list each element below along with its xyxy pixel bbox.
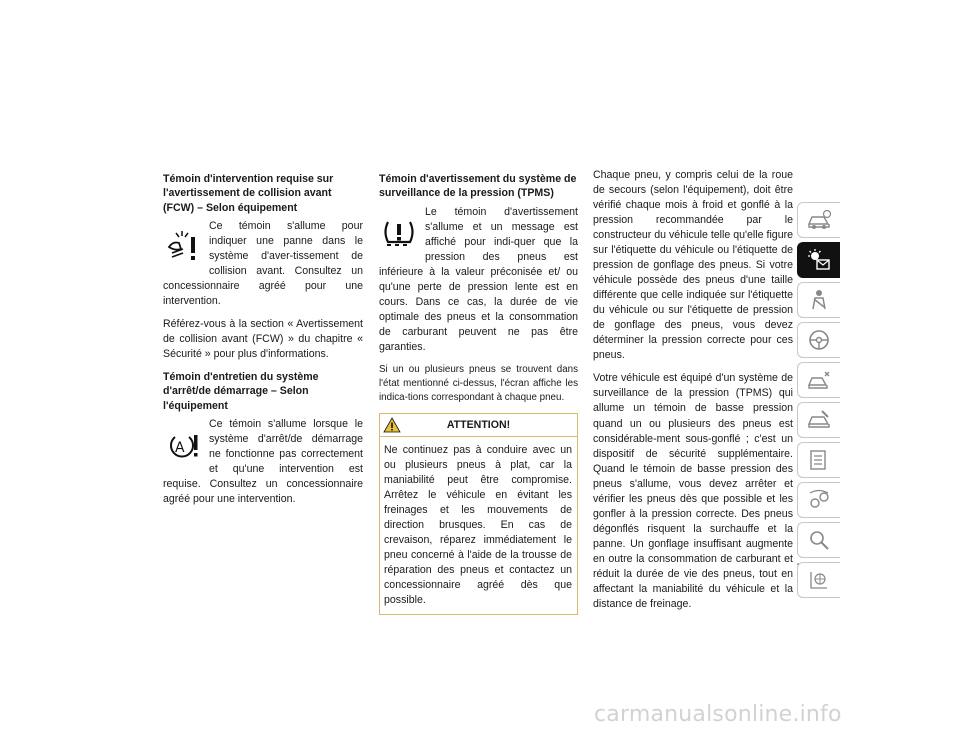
column-left — [163, 172, 363, 515]
column-middle — [379, 172, 578, 615]
tab-dashboard-lights[interactable] — [797, 242, 840, 278]
tpms-block — [379, 205, 578, 363]
tab-safety[interactable] — [797, 282, 840, 318]
tire-check-paragraph: Chaque pneu, y compris celui de la roue de secours (selon l'équipement), doit être vérifié chaque mois à froid et gonflé à la pression recommandée par le constructeur du véhicule telle qu'elle figure sur l'étiquette du véhicule ou l'étiquette de pression de gonflage des pneus. Si votre véhicule possède des pneus d'une taille différente que celle indiquée sur l'étiquette du véhicule ou sur l'étiquette de pression de gonflage des pneus, vous devez déterminer la pression correcte pour ces pneus. — [593, 169, 793, 362]
tpms-section-title: Témoin d'avertissement du système de surveillance de la pression (TPMS) — [379, 173, 577, 200]
stop-start-warning-icon — [163, 425, 203, 465]
tab-multimedia[interactable] — [797, 482, 840, 518]
dashboard-lights-icon — [806, 248, 832, 272]
search-icon — [806, 528, 832, 552]
warning-triangle-icon — [383, 417, 401, 433]
warning-header — [380, 414, 577, 437]
tpms-body: Le témoin d'avertissement s'allume et un message est affiché pour indi-quer que la pression des pneus est inférieure à la valeur préconisée et/ ou qu'une perte de pression lente est en cours. Dans ce cas, la durée de vie optimale des pneus et la consommation de carburant peuvent ne pas être garanties. — [379, 205, 578, 353]
index-languages-icon — [806, 568, 832, 592]
car-service-icon — [806, 408, 832, 432]
tab-steering-wheel[interactable] — [797, 322, 840, 358]
tab-search[interactable] — [797, 522, 840, 558]
svg-text:A: A — [175, 440, 185, 457]
fcw-warning-icon — [163, 227, 203, 267]
tab-index-languages[interactable] — [797, 562, 840, 598]
watermark: carmanualsonline.info — [594, 702, 842, 727]
warning-title: ATTENTION! — [446, 418, 511, 431]
fcw-intro: Ce témoin s'allume pour indiquer une panne dans le système d'aver-tissement de collision avant. Consultez un concessionnaire agréé pour une intervention. — [163, 219, 363, 308]
column-right — [593, 168, 793, 620]
warning-body: Ne continuez pas à conduire avec un ou plusieurs pneus à plat, car la maniabilité peut être compromise. Arrêtez le véhicule en évitant les freinages et les mouvements de direction brusques. En cas de crevaison, réparez immédiatement le pneu concerné à l'aide de la trousse de réparation des pneus et contactez un concessionnaire agréé dès que possible. — [384, 443, 572, 606]
warning-box — [379, 413, 578, 615]
multimedia-icon — [806, 488, 832, 512]
tpms-warning-icon — [379, 213, 419, 253]
fcw-block — [163, 219, 363, 317]
stop-start-body: Ce témoin s'allume lorsque le système d'arrêt/de démarrage ne fonctionne pas correctement et qu'une intervention est requise. Consultez un concessionnaire agréé pour une intervention. — [163, 418, 363, 506]
tab-car-crash[interactable] — [797, 362, 840, 398]
fcw-section-title: Témoin d'intervention requise sur l'avertissement de collision avant (FCW) – Selon équipement — [163, 173, 334, 214]
stop-start-section-title: Témoin d'entretien du système d'arrêt/de démarrage – Selon l'équipement — [163, 371, 319, 412]
tpms-note: Si un ou plusieurs pneus se trouvent dans l'état mentionné ci-dessus, l'écran affiche les indica-tions correspondant à chaque pneu. — [379, 363, 578, 403]
stop-start-block — [163, 417, 363, 515]
tab-car-service[interactable] — [797, 402, 840, 438]
tpms-paragraph: Votre véhicule est équipé d'un système de surveillance de la pression (TPMS) qui allume un témoin de basse pression quand un ou plusieurs des pneus est considérable-ment sous-gonflé ; c'est un dispositif de sécurité supplémentaire. Quand le témoin de basse pression des pneus s'allume, vous devez arrêter et vérifier les pneus dès que possible et les gonfler à la pression correcte. Des pneus dégonflés risquent la surchauffe et la panne. Un gonflage insuffisant augmente en outre la consommation de carburant et réduit la durée de vie des pneus, tout en affectant la maniabilité du véhicule et la distance de freinage. — [593, 372, 793, 610]
checklist-icon — [806, 448, 832, 472]
fcw-reference: Référez-vous à la section « Avertissement de collision avant (FCW) » du chapitre « Sécurité » pour plus d'informations. — [163, 318, 363, 361]
safety-icon — [806, 288, 832, 312]
chapter-tabs — [797, 202, 841, 602]
steering-wheel-icon — [806, 328, 832, 352]
tab-car-info[interactable] — [797, 202, 840, 238]
car-crash-icon — [806, 368, 832, 392]
car-info-icon — [806, 208, 832, 232]
tab-checklist[interactable] — [797, 442, 840, 478]
